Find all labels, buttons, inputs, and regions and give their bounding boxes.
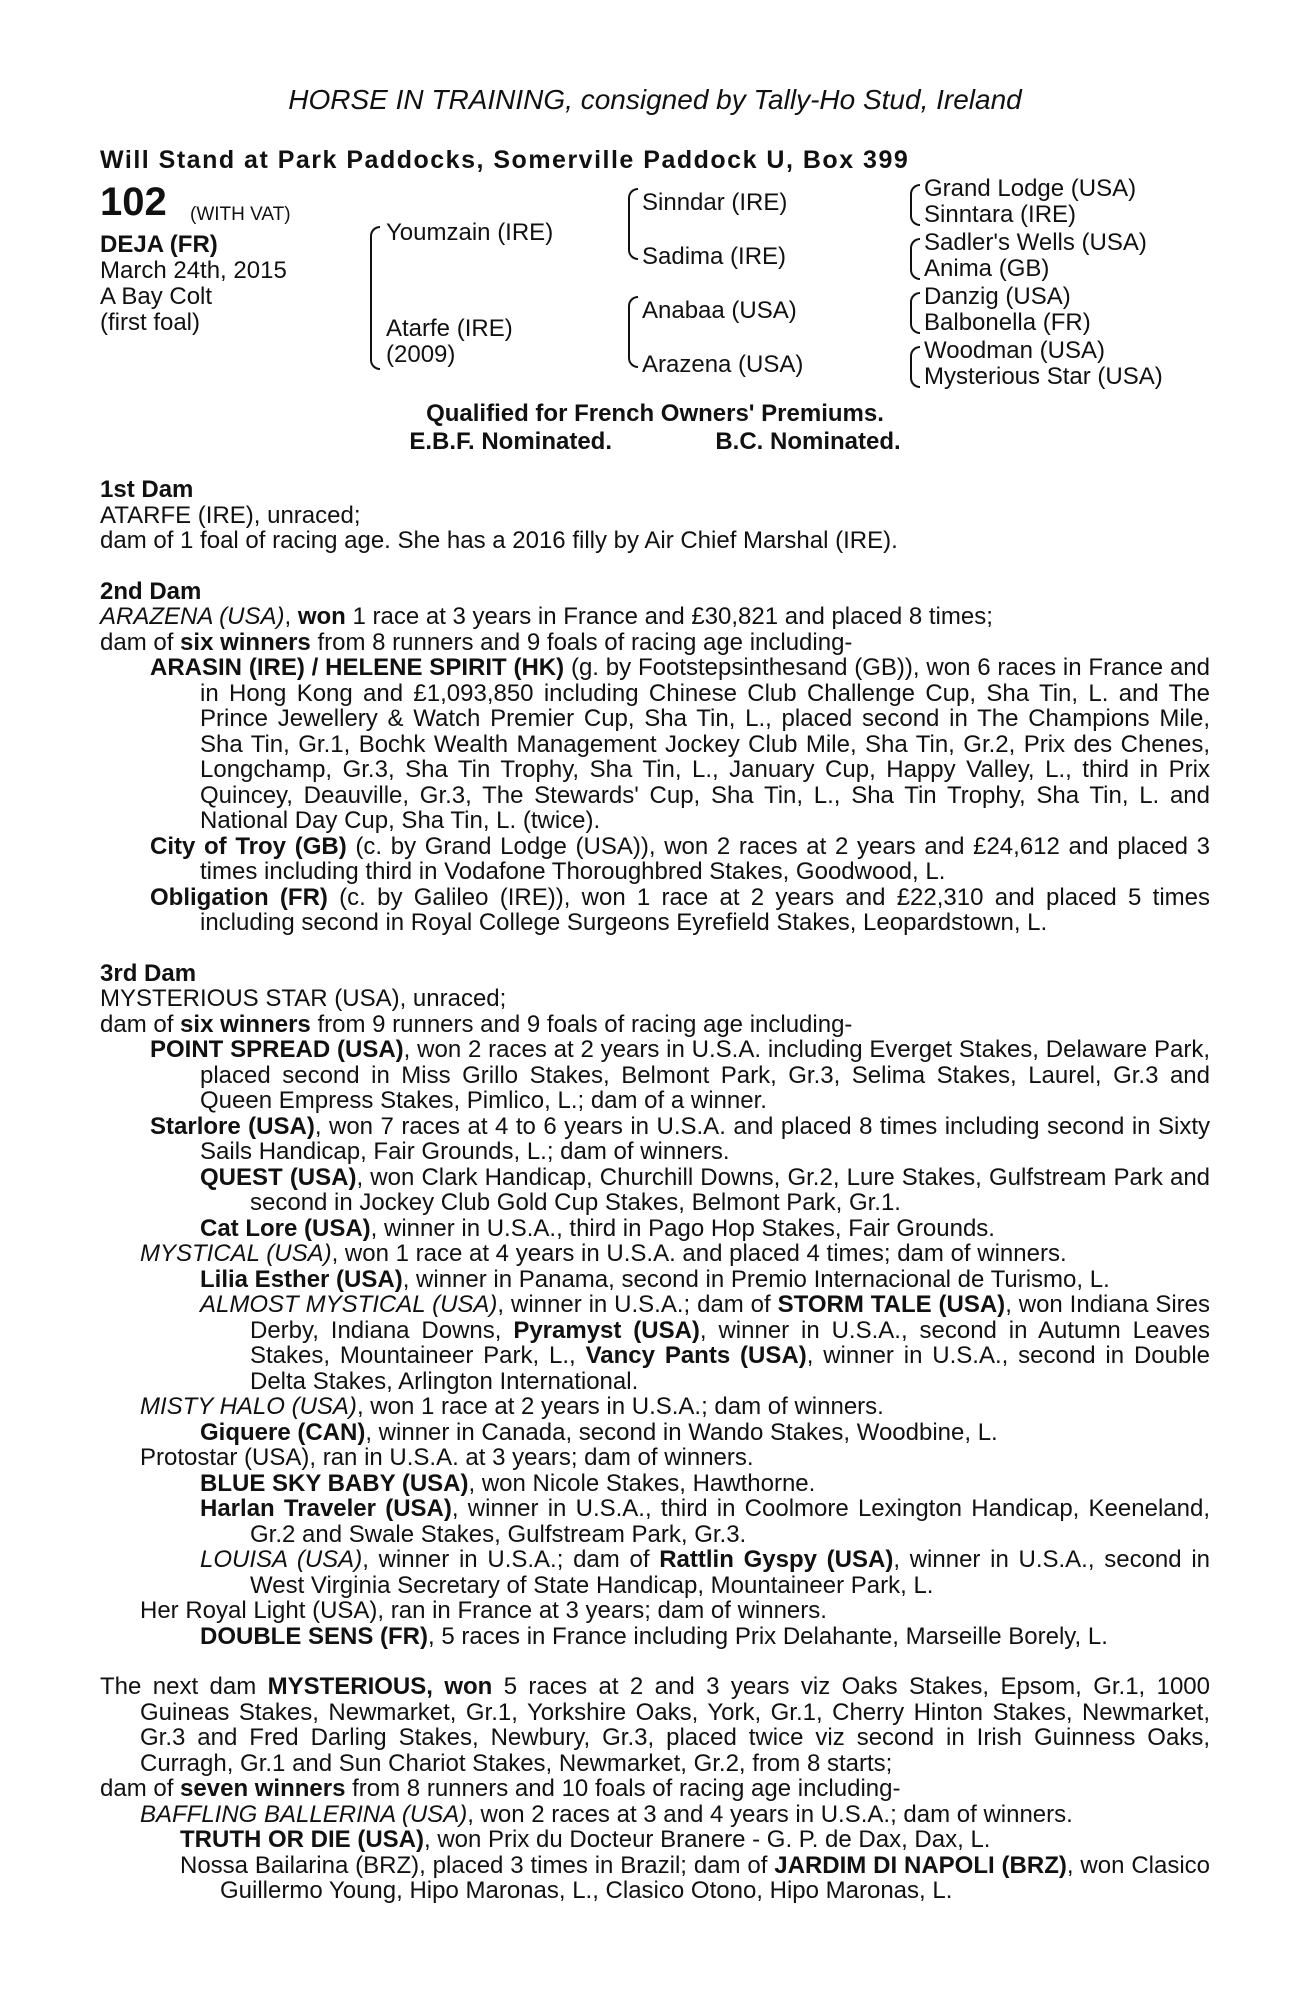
dam3-entry: POINT SPREAD (USA), won 2 races at 2 years in U.S.A. including Everget Stakes, Delaware Park, placed second in Miss Grillo Stakes, Belmont Park, Gr.3, Selima Stakes, Laurel, Gr.3 and Queen Empress Stakes, Pimlico, L.; dam of a winner. bbox=[150, 1036, 1210, 1114]
pedigree-dam-year: (2009) bbox=[386, 341, 456, 368]
dam3-entry: Protostar (USA), ran in U.S.A. at 3 years; dam of winners. bbox=[140, 1444, 754, 1471]
pedigree-ddd: Mysterious Star (USA) bbox=[924, 363, 1163, 390]
pedigree-brace-sire bbox=[628, 188, 638, 260]
pedigree-dam: Atarfe (IRE) bbox=[386, 315, 513, 342]
nextdam-entry: BAFFLING BALLERINA (USA), won 2 races at 3 and 4 years in U.S.A.; dam of winners. bbox=[140, 1800, 1073, 1828]
dam2-entry: Obligation (FR) (c. by Galileo (IRE)), won 1 race at 2 years and £22,310 and placed 5 times including second in Royal College Surgeons Eyrefield Stakes, Leopardstown, L. bbox=[150, 883, 1211, 936]
dam3-subentry: QUEST (USA), won Clark Handicap, Churchill Downs, Gr.2, Lure Stakes, Gulfstream Park and second in Jockey Club Gold Cup Stakes, Belmont Park, Gr.1. bbox=[200, 1163, 1211, 1216]
nomination-line bbox=[100, 428, 1210, 456]
pedigree-sss: Grand Lodge (USA) bbox=[924, 175, 1137, 202]
location-line: Will Stand at Park Paddocks, Somerville Paddock U, Box 399 bbox=[100, 146, 910, 174]
dam3-entry: MISTY HALO (USA), won 1 race at 2 years in U.S.A.; dam of winners. bbox=[140, 1393, 884, 1420]
pedigree-brace-ds bbox=[910, 292, 920, 334]
horse-dob: March 24th, 2015 bbox=[100, 257, 287, 284]
nextdam-subentry: TRUTH OR DIE (USA), won Prix du Docteur Branere - G. P. de Dax, Dax, L. bbox=[180, 1826, 991, 1853]
dam3-entry: Her Royal Light (USA), ran in France at 3 years; dam of winners. bbox=[140, 1597, 827, 1624]
dam3-entry: MYSTICAL (USA), won 1 race at 4 years in U.S.A. and placed 4 times; dam of winners. bbox=[140, 1240, 1067, 1267]
pedigree-dss: Danzig (USA) bbox=[924, 283, 1071, 310]
dam3-subentry: Giquere (CAN), winner in Canada, second in Wando Stakes, Woodbine, L. bbox=[200, 1418, 998, 1446]
dam3-subentry: Harlan Traveler (USA), winner in U.S.A., third in Coolmore Lexington Handicap, Keeneland, Gr.2 and Swale Stakes, Gulfstream Park, Gr.3. bbox=[200, 1495, 1210, 1548]
horse-desc: A Bay Colt bbox=[100, 283, 213, 310]
lot-vat: (WITH VAT) bbox=[190, 204, 291, 225]
page-title: HORSE IN TRAINING, consigned by Tally-Ho Stud, Ireland bbox=[288, 84, 1022, 115]
pedigree-dd: Arazena (USA) bbox=[642, 351, 804, 378]
pedigree-sds: Sadler's Wells (USA) bbox=[924, 229, 1147, 256]
pedigree-block bbox=[100, 175, 1210, 400]
dam3-line1: MYSTERIOUS STAR (USA), unraced; bbox=[100, 985, 507, 1012]
nextdam-damof: dam of seven winners from 8 runners and 10 foals of racing age including- bbox=[100, 1775, 901, 1802]
dam2-heading: 2nd Dam bbox=[100, 577, 202, 605]
dam3-subentry: Cat Lore (USA), winner in U.S.A., third in Pago Hop Stakes, Fair Grounds. bbox=[200, 1214, 995, 1242]
nextdam-para: The next dam MYSTERIOUS, won 5 races at 2 and 3 years viz Oaks Stakes, Epsom, Gr.1, 1000 Guineas Stakes, Newmarket, Gr.1, Yorkshire Oaks, York, Gr.1, Cherry Hinton Stakes, Newmarket, Gr.3 and Fred Darling Stakes, Newbury, Gr.3, placed twice viz second in Irish Guinness Oaks, Curragh, Gr.1 and Sun Chariot Stakes, Newmarket, Gr.2, from 8 starts; bbox=[100, 1673, 1210, 1777]
pedigree-ssd: Sinntara (IRE) bbox=[924, 201, 1077, 228]
lot-number: 102 bbox=[100, 180, 167, 224]
horse-foal-note: (first foal) bbox=[100, 309, 201, 336]
produce-record bbox=[100, 477, 1210, 1904]
pedigree-ss: Sinndar (IRE) bbox=[642, 189, 788, 216]
pedigree-brace-dd bbox=[910, 346, 920, 388]
pedigree-brace-ss bbox=[910, 184, 920, 226]
dam3-subentry: Lilia Esther (USA), winner in Panama, second in Premio Internacional de Turismo, L. bbox=[200, 1265, 1110, 1293]
pedigree-dds: Woodman (USA) bbox=[924, 337, 1105, 364]
pedigree-dsd: Balbonella (FR) bbox=[924, 309, 1091, 336]
ebf-note: E.B.F. Nominated. bbox=[409, 428, 612, 455]
dam3-subentry: ALMOST MYSTICAL (USA), winner in U.S.A.; dam of STORM TALE (USA), won Indiana Sires Derby, Indiana Downs, Pyramyst (USA), winner in U.S.A., second in Autumn Leaves Stakes, Mountaineer Park, L., Vancy Pants (USA), winner in U.S.A., second in Double Delta Stakes, Arlington International. bbox=[200, 1291, 1211, 1395]
nextdam-subentry: Nossa Bailarina (BRZ), placed 3 times in Brazil; dam of JARDIM DI NAPOLI (BRZ), won Clasico Guillermo Young, Hipo Maronas, L., Clasico Otono, Hipo Maronas, L. bbox=[180, 1851, 1211, 1904]
pedigree-brace-gen1 bbox=[370, 226, 380, 370]
pedigree-sire: Youmzain (IRE) bbox=[386, 219, 554, 246]
dam2-entry: City of Troy (GB) (c. by Grand Lodge (USA)), won 2 races at 2 years and £24,612 and placed 3 times including third in Vodafone Thoroughbred Stakes, Goodwood, L. bbox=[150, 832, 1211, 885]
pedigree-sd: Sadima (IRE) bbox=[642, 243, 787, 270]
dam3-subentry: LOUISA (USA), winner in U.S.A.; dam of Rattlin Gyspy (USA), winner in U.S.A., second in West Virginia Secretary of State Handicap, Mountaineer Park, L. bbox=[200, 1546, 1211, 1599]
dam1-heading: 1st Dam bbox=[100, 476, 194, 503]
bc-note: B.C. Nominated. bbox=[715, 428, 901, 455]
horse-name: DEJA (FR) bbox=[100, 231, 218, 258]
premiums-note: Qualified for French Owners' Premiums. bbox=[426, 400, 884, 427]
pedigree-ds: Anabaa (USA) bbox=[642, 297, 797, 324]
dam2-entry: ARASIN (IRE) / HELENE SPIRIT (HK) (g. by Footstepsinthesand (GB)), won 6 races in France and in Hong Kong and £1,093,850 including Chinese Club Challenge Cup, Sha Tin, L. and The Prince Jewellery & Watch Premier Cup, Sha Tin, L., placed second in The Champions Mile, Sha Tin, Gr.1, Bochk Wealth Management Jockey Club Mile, Sha Tin, Gr.2, Prix des Chenes, Longchamp, Gr.3, Sha Tin Trophy, Sha Tin, L., January Cup, Happy Valley, L., third in Prix Quincey, Deauville, Gr.3, The Stewards' Cup, Sha Tin, L., Sha Tin Trophy, Sha Tin, L. and National Day Cup, Sha Tin, L. (twice). bbox=[150, 654, 1210, 834]
pedigree-sdd: Anima (GB) bbox=[924, 255, 1050, 282]
dam3-subentry: BLUE SKY BABY (USA), won Nicole Stakes, Hawthorne. bbox=[200, 1469, 816, 1497]
dam3-entry: Starlore (USA), won 7 races at 4 to 6 years in U.S.A. and placed 8 times including second in Sixty Sails Handicap, Fair Grounds, L.; dam of winners. bbox=[150, 1112, 1210, 1165]
dam1-line2: dam of 1 foal of racing age. She has a 2016 filly by Air Chief Marshal (IRE). bbox=[100, 527, 898, 554]
pedigree-brace-sd bbox=[910, 238, 920, 280]
dam3-damof: dam of six winners from 9 runners and 9 foals of racing age including- bbox=[100, 1010, 853, 1038]
pedigree-brace-dam bbox=[628, 296, 638, 368]
dam3-subentry: DOUBLE SENS (FR), 5 races in France including Prix Delahante, Marseille Borely, L. bbox=[200, 1622, 1108, 1650]
dam2-damof: dam of six winners from 8 runners and 9 foals of racing age including- bbox=[100, 628, 853, 656]
dam2-line1: ARAZENA (USA), won 1 race at 3 years in France and £30,821 and placed 8 times; bbox=[100, 603, 993, 630]
dam1-line1: ATARFE (IRE), unraced; bbox=[100, 501, 361, 529]
dam3-heading: 3rd Dam bbox=[100, 959, 197, 987]
nominations bbox=[100, 400, 1210, 456]
